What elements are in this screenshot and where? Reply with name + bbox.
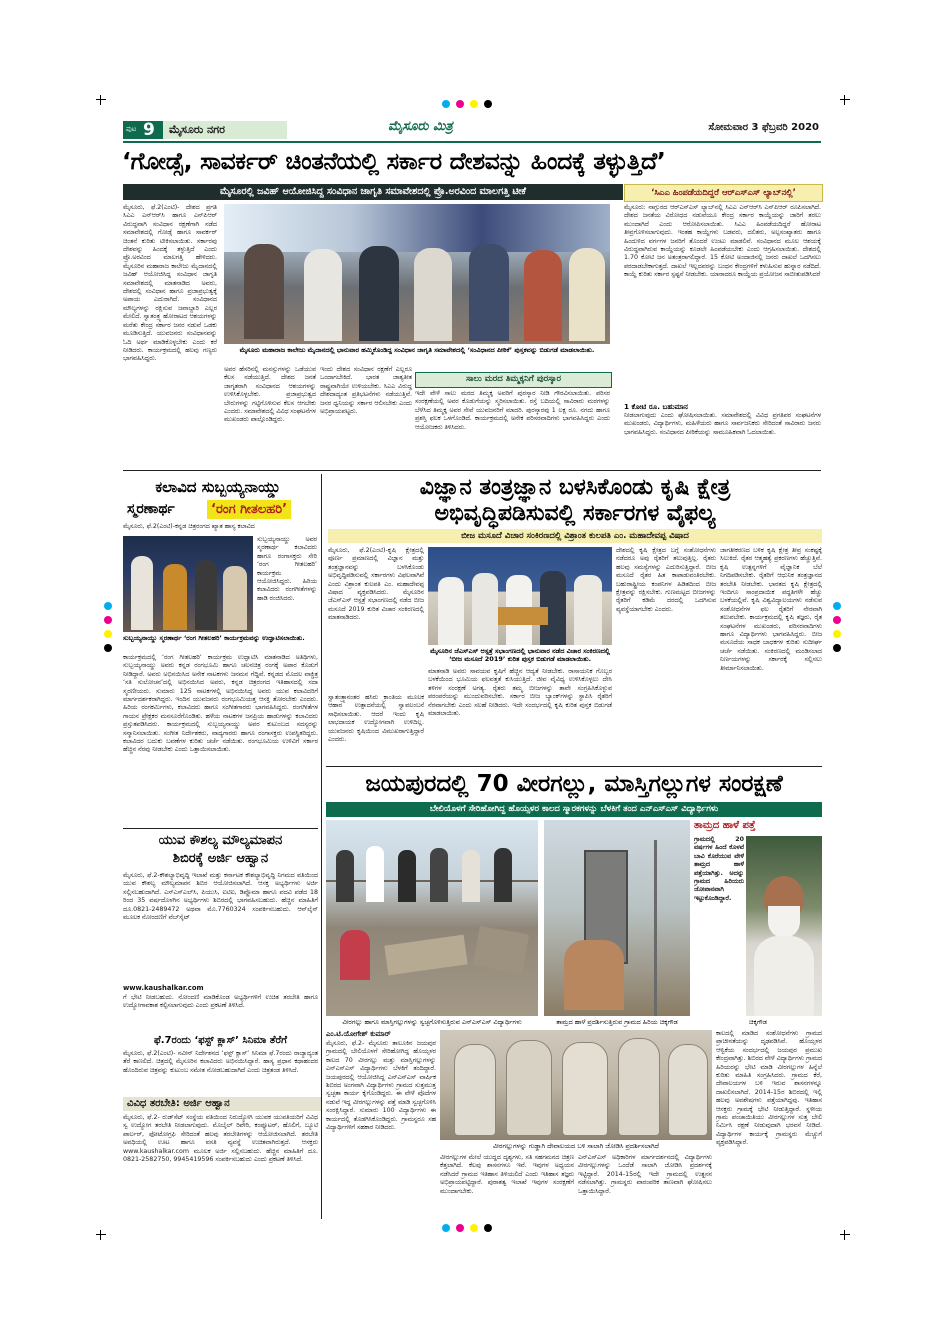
artist-body-side: ಸುಬ್ಬಯ್ಯನಾಯ್ಡು ಅವರ ಸ್ಮರಣಾರ್ಥ ಕಲಾವಿದರು ಹಾಗೂ ರಂಗಾಸಕ್ತರು ಸೇರಿ ‘ರಂಗ ಗೀತಲಹರಿ’ ಕಾರ್ಯಕ್ರಮ ಆಯೋಜಿಸಿದ್ದರು. ಹಿರಿಯ ಕಲಾವಿದರು ರಂಗಗೀತೆಗಳನ್ನು ಹಾಡಿ ರಂಜಿಸಿದರು.: [257, 536, 317, 602]
heritage-subhead: ಬೇಲಿಯೊಳಗೆ ಸೇರಿಹೋಗಿದ್ದ ಹೊಯ್ಸಳರ ಕಾಲದ ಸ್ಮಾರಕಗಳನ್ನು ಬೆಳಕಿಗೆ ತಂದ ಎನ್‌ಎಸ್‌ಎಸ್ ವಿದ್ಯಾರ್ಥಿಗಳು: [326, 802, 822, 817]
divider: [326, 766, 822, 767]
science-headline-2: ಅಭಿವೃದ್ಧಿಪಡಿಸುವಲ್ಲಿ ಸರ್ಕಾರಗಳ ವೈಫಲ್ಯ: [434, 501, 716, 526]
sidebar-body: ಮೈಸೂರು: ನಾಗ್ಪುರದ ಆರ್‌ಎಸ್‌ಎಸ್ ಲ್ಯಾಬ್‌ನಲ್ಲಿ ಸಿಎಎ ಎನ್‌ಆರ್‌ಸಿ ಎನ್‌ಪಿಆರ್ ರೂಪಿಸಲಾಗಿದೆ. ದೇಶದ ಜನತೆಯ ವಿರೋಧದ ನಡುವೆಯೂ ಕೇಂದ್ರ ಸರ್ಕಾರ ಕಾಯ್ದೆಯನ್ನು ಜಾರಿಗೆ ತರಲು ಮುಂದಾಗಿದೆ ಎಂದು ಆರೋಪಿಸಲಾಯಿತು. ಸಿಎಎ ಹಿಂಪಡೆಯದಿದ್ದರೆ ಹೋರಾಟ ತೀವ್ರಗೊಳಿಸಲಾಗುವುದು. ಇಂತಹ ಕಾಯ್ದೆಗಳು ಬಡವರು, ದಲಿತರು, ಅಲ್ಪಸಂಖ್ಯಾತರು ಹಾಗೂ ಹಿಂದುಳಿದ ವರ್ಗಗಳ ಜನರಿಗೆ ತೊಂದರೆ ಉಂಟು ಮಾಡಲಿವೆ. ಸಂವಿಧಾನದ ಮೂಲ ಆಶಯಕ್ಕೆ ವಿರುದ್ಧವಾಗಿರುವ ಕಾಯ್ದೆಯನ್ನು ಕೂಡಲೇ ಹಿಂಪಡೆಯಬೇಕು ಎಂದು ಆಗ್ರಹಿಸಲಾಯಿತು. ದೇಶದಲ್ಲಿ 1.70 ಕೋಟಿ ಜನ ಅತಂತ್ರರಾಗಲಿದ್ದಾರೆ. 15 ಕೋಟಿ ಅಂದಾಜಿನಲ್ಲಿ ಜನರು ದಾಖಲೆ ಒದಗಿಸಲು ಪರದಾಡಬೇಕಾಗುತ್ತದೆ. ದಾಖಲೆ ಇಲ್ಲದವರನ್ನು ಬಂಧನ ಕೇಂದ್ರಗಳಿಗೆ ಕಳುಹಿಸುವ ಹುನ್ನಾರ ನಡೆದಿದೆ. ಕಾಯ್ದೆ ಕುರಿತು ಸರ್ಕಾರ ಸ್ಪಷ್ಟನೆ ನೀಡಬೇಕು. ಯಾರಾದರೂ ಕಾಯ್ದೆಯ ಪ್ರಯೋಜನ ಸಾಬೀತುಪಡಿಸಿದರೆ: [624, 204, 821, 279]
lead-photo: [224, 204, 610, 344]
artist-photo: [123, 536, 253, 632]
science-photo-caption: ಮೈಸೂರಿನ ಜೆಎಸ್‌ಎಸ್ ಆಸ್ಪತ್ರೆ ಸಭಾಂಗಣದಲ್ಲಿ ಭಾನುವಾರ ನಡೆದ ವಿಚಾರ ಸಂಕಿರಣದಲ್ಲಿ ‘ಬೀಜ ಮಸೂದೆ 2019’ ಕುರಿತ ಪುಸ್ತಕ ಬಿಡುಗಡೆ ಮಾಡಲಾಯಿತು.: [430, 647, 610, 663]
science-body-col1: ಮೈಸೂರು, ಫೆ.2(ಎಂಟಿ)-ಕೃಷಿ ಕ್ಷೇತ್ರದಲ್ಲಿ ಪೂರ್ಣ ಪ್ರಮಾಣದಲ್ಲಿ ವಿಜ್ಞಾನ ಮತ್ತು ತಂತ್ರಜ್ಞಾನವನ್ನು ಬಳಸಿಕೊಂಡು ಅಭಿವೃದ್ಧಿಪಡಿಸುವಲ್ಲಿ ಸರ್ಕಾರಗಳು ವಿಫಲವಾಗಿವೆ ಎಂದು ವಿಶ್ರಾಂತ ಕುಲಪತಿ ಎಂ. ಮಹಾದೇವಪ್ಪ ವಿಷಾದ ವ್ಯಕ್ತಪಡಿಸಿದರು. ಮೈಸೂರಿನ ಜೆಎಸ್‌ಎಸ್ ಆಸ್ಪತ್ರೆ ಸಭಾಂಗಣದಲ್ಲಿ ನಡೆದ ಬೀಜ ಮಸೂದೆ 2019 ಕುರಿತ ವಿಚಾರ ಸಂಕಿರಣದಲ್ಲಿ ಮಾತನಾಡಿದರು.: [328, 547, 424, 622]
heritage-headline: ಜಯಪುರದಲ್ಲಿ 70 ವೀರಗಲ್ಲು, ಮಾಸ್ತಿಗಲ್ಲುಗಳ ಸಂರಕ್ಷಣೆ: [365, 771, 783, 797]
registration-mark: [840, 95, 850, 105]
page-label: ಪುಟ: [126, 125, 137, 133]
paper-logo: ಮೈಸೂರು ಮಿತ್ರ: [388, 119, 453, 134]
heritage-reporter: ಎಂ.ಟಿ.ಯೋಗೇಶ್ ಕುಮಾರ್: [326, 1030, 391, 1038]
spacer: [614, 204, 618, 205]
registration-mark: [96, 1230, 106, 1240]
artist-headline: ಕಲಾವಿದ ಸುಬ್ಬಯ್ಯನಾಯ್ಡು: [155, 478, 281, 496]
lead-headline: ‘ಗೋಡ್ಸೆ, ಸಾವರ್ಕರ್ ಚಿಂತನೆಯಲ್ಲಿ ಸರ್ಕಾರ ದೇಶವನ್ನು ಹಿಂದಕ್ಕೆ ತಳ್ಳುತ್ತಿದೆ’: [122, 147, 666, 175]
heritage-photo-copper-plate: [544, 820, 690, 1016]
color-bar: [442, 1224, 492, 1232]
heritage-photo-hero-stones: [440, 1030, 712, 1140]
various-body: ಮೈಸೂರು, ಫೆ.2- ರುಡ್‌ಸೆಟ್ ಸಂಸ್ಥೆಯ ವತಿಯಿಂದ ನಿರುದ್ಯೋಗಿ ಯುವಕ ಯುವತಿಯರಿಗೆ ವಿವಿಧ ಸ್ವ ಉದ್ಯೋಗ ತರಬೇತಿ ನೀಡಲಾಗುವುದು. ಮೊಬೈಲ್ ರಿಪೇರಿ, ಕಂಪ್ಯೂಟರ್, ಹೊಲಿಗೆ, ಬ್ಯೂಟಿ ಪಾರ್ಲರ್, ಫೋಟೋಗ್ರಫಿ ಸೇರಿದಂತೆ ಹಲವು ತರಬೇತಿಗಳನ್ನು ಆಯೋಜಿಸಲಾಗಿದೆ. ತರಬೇತಿ ಅವಧಿಯಲ್ಲಿ ಊಟ ಹಾಗೂ ವಸತಿ ವ್ಯವಸ್ಥೆ ಉಚಿತವಾಗಿರುತ್ತದೆ. ಆಸಕ್ತರು www.kaushalkar.com ಮೂಲಕ ಅರ್ಜಿ ಸಲ್ಲಿಸಬಹುದು. ಹೆಚ್ಚಿನ ಮಾಹಿತಿಗೆ ದೂ. 0821-2582750, 9945419596 ಸಂಪರ್ಕಿಸಬಹುದು ಎಂದು ಪ್ರಕಟಣೆ ತಿಳಿಸಿದೆ.: [123, 1114, 318, 1164]
section-divider: [123, 470, 821, 471]
section-name: ಮೈಸೂರು ನಗರ: [163, 121, 287, 139]
column-rule: [321, 474, 322, 1219]
heritage-photo-students: [326, 820, 538, 1016]
artist-photo-caption: ಸುಬ್ಬಯ್ಯನಾಯ್ಡು ಸ್ಮರಣಾರ್ಥ ‘ರಂಗ ಗೀತಲಹರಿ’ ಕಾರ್ಯಕ್ರಮವನ್ನು ಉದ್ಘಾಟಿಸಲಾಯಿತು.: [123, 634, 305, 642]
training-body-2: ಗೆ ಭೇಟಿ ನೀಡಬಹುದು. ನೋಂದಣಿ ಮಾಡಿಕೊಂಡ ಅಭ್ಯರ್ಥಿಗಳಿಗೆ ಉಚಿತ ತರಬೇತಿ ಹಾಗೂ ಉದ್ಯೋಗಾವಕಾಶ ಕಲ್ಪಿಸಲಾಗುವುದು ಎಂದು ಪ್ರಕಟಣೆ ತಿಳಿಸಿದೆ.: [123, 994, 318, 1010]
masthead: [123, 119, 821, 143]
science-headline-1: ವಿಜ್ಞಾನ ತಂತ್ರಜ್ಞಾನ ಬಳಸಿಕೊಂಡು ಕೃಷಿ ಕ್ಷೇತ್ರ: [419, 475, 731, 500]
award-box-body: ಇದೇ ವೇಳೆ ಸಾಲು ಮರದ ತಿಮ್ಮಕ್ಕ ಅವರಿಗೆ ಪುರಸ್ಕಾರ ನೀಡಿ ಗೌರವಿಸಲಾಯಿತು. ಪರಿಸರ ಸಂರಕ್ಷಣೆಯಲ್ಲಿ ಅವರ ಕೊಡುಗೆಯನ್ನು ಸ್ಮರಿಸಲಾಯಿತು. ರಸ್ತೆ ಬದಿಯಲ್ಲಿ ಸಾವಿರಾರು ಮರಗಳನ್ನು ಬೆಳೆಸಿದ ತಿಮ್ಮಕ್ಕ ಅವರ ಸೇವೆ ಯುವಜನರಿಗೆ ಮಾದರಿ. ಪುರಸ್ಕಾರವು 1 ಲಕ್ಷ ರೂ. ನಗದು ಹಾಗೂ ಪ್ರಶಸ್ತಿ ಫಲಕ ಒಳಗೊಂಡಿದೆ. ಕಾರ್ಯಕ್ರಮದಲ್ಲಿ ಅನೇಕ ಪರಿಸರವಾದಿಗಳು ಭಾಗವಹಿಸಿದ್ದರು ಎಂದು ಆಯೋಜಕರು ತಿಳಿಸಿದರು.: [415, 390, 610, 431]
heritage-body-col3: ಎನ್‌ಎಸ್‌ಎಸ್ ಅಧಿಕಾರಿಗಳ ಮಾರ್ಗದರ್ಶನದಲ್ಲಿ ವಿದ್ಯಾರ್ಥಿಗಳು ವೀರಗಲ್ಲುಗಳನ್ನು ಒಂದೆಡೆ ಸಾಲಾಗಿ ಜೋಡಿಸಿ ಪ್ರದರ್ಶನಕ್ಕೆ ಇಟ್ಟಿದ್ದಾರೆ. 2014-15ರಲ್ಲಿ ಇದೇ ಗ್ರಾಮದಲ್ಲಿ ಉತ್ಖನನ ನಡೆಸಲಾಗಿತ್ತು. ಗ್ರಾಮಸ್ಥರು ಪಾರಂಪರಿಕ ತಾಣವಾಗಿ ಘೋಷಿಸಲು ಒತ್ತಾಯಿಸಿದ್ದಾರೆ.: [578, 1154, 712, 1195]
registration-mark: [840, 1230, 850, 1240]
heritage-sidebar-title: ತಾಮ್ರದ ಹಾಳೆ ಪತ್ತೆ: [694, 820, 756, 831]
training-headline-2: ಶಿಬಿರಕ್ಕೆ ಅರ್ಜಿ ಆಹ್ವಾನ: [172, 851, 269, 866]
heritage-caption-3: ವೀರಗಲ್ಲುಗಳನ್ನು ಗುಡ್ಡಾಗಿ ದೇವಾಲಯದ ಬಳಿ ಸಾಲಾಗಿ ಜೋಡಿಸಿ ಪ್ರದರ್ಶಿಸಲಾಗಿದೆ: [492, 1142, 660, 1150]
artist-headline-2: ಸ್ಮರಣಾರ್ಥ: [127, 501, 175, 517]
heritage-body-col4: ಕಾಲದಲ್ಲಿ ಮಾಡಿದ ಸಂಶೋಧನೆಗಳು ಗ್ರಾಮದ ಪ್ರಾಚೀನತೆಯನ್ನು ದೃಢಪಡಿಸಿವೆ. ಹೊಯ್ಸಳರ ಆಳ್ವಿಕೆಯ ಸಂದರ್ಭದಲ್ಲಿ ಜಯಪುರ ಪ್ರಮುಖ ಕೇಂದ್ರವಾಗಿತ್ತು. ಶಿಬಿರದ ವೇಳೆ ವಿದ್ಯಾರ್ಥಿಗಳು ಗ್ರಾಮದ ಹಿರಿಯರನ್ನು ಭೇಟಿ ಮಾಡಿ ವೀರಗಲ್ಲುಗಳ ಹಿನ್ನೆಲೆ ಕುರಿತು ಮಾಹಿತಿ ಸಂಗ್ರಹಿಸಿದರು. ಗ್ರಾಮದ ಕೆರೆ, ದೇವಾಲಯಗಳ ಬಳಿ ಇರುವ ಶಾಸನಗಳನ್ನೂ ದಾಖಲಿಸಲಾಗಿದೆ. 2014-15ರ ಶಿಬಿರದಲ್ಲಿ ಇಲ್ಲಿ ಹಲವು ಅವಶೇಷಗಳು ಪತ್ತೆಯಾಗಿದ್ದವು. ಇತಿಹಾಸ ಆಸಕ್ತರು ಗ್ರಾಮಕ್ಕೆ ಭೇಟಿ ನೀಡುತ್ತಿದ್ದಾರೆ. ಸ್ಥಳೀಯ ಗ್ರಾಮ ಪಂಚಾಯಿತಿಯು ವೀರಗಲ್ಲುಗಳ ಸುತ್ತ ಬೇಲಿ ನಿರ್ಮಿಸಿ ರಕ್ಷಣೆ ನೀಡುವುದಾಗಿ ಭರವಸೆ ನೀಡಿದೆ. ವಿದ್ಯಾರ್ಥಿಗಳ ಕಾರ್ಯಕ್ಕೆ ಗ್ರಾಮಸ್ಥರು ಮೆಚ್ಚುಗೆ ವ್ಯಕ್ತಪಡಿಸಿದ್ದಾರೆ.: [716, 1030, 822, 1147]
film-body: ಮೈಸೂರು, ಫೆ.2(ಎಂಟಿ)- ನವೀನ್ ನಿರ್ದೇಶನದ ‘ಫಸ್ಟ್ ಕ್ಲಾಸ್’ ಸಿನಿಮಾ ಫೆ.7ರಂದು ರಾಜ್ಯಾದ್ಯಂತ ತೆರೆ ಕಾಣಲಿದೆ. ಚಿತ್ರದಲ್ಲಿ ಮೈಸೂರಿನ ಕಲಾವಿದರು ಅಭಿನಯಿಸಿದ್ದಾರೆ. ಹಾಸ್ಯ ಪ್ರಧಾನ ಕಥಾಹಂದರ ಹೊಂದಿರುವ ಚಿತ್ರವನ್ನು ಕುಟುಂಬ ಸಮೇತ ನೋಡಬಹುದಾಗಿದೆ ಎಂದು ಚಿತ್ರತಂಡ ತಿಳಿಸಿದೆ.: [123, 1050, 318, 1074]
page-number: 9: [143, 120, 155, 140]
science-body-col2b: ಮಾತನಾಡಿ ಅವರು ಸಾವಯವ ಕೃಷಿಗೆ ಹೆಚ್ಚಿನ ಆದ್ಯತೆ ನೀಡಬೇಕು. ರಾಸಾಯನಿಕ ಗೊಬ್ಬರ ಬಳಕೆಯಿಂದ ಭೂಮಿಯ ಫಲವತ್ತತೆ ಕುಸಿಯುತ್ತಿದೆ. ಜೀವ ವೈವಿಧ್ಯ ಉಳಿಸಿಕೊಳ್ಳಲು ದೇಸಿ ತಳಿಗಳ ಸಂರಕ್ಷಣೆ ಅಗತ್ಯ. ರೈತರು ತಮ್ಮ ಬೀಜಗಳನ್ನು ತಾವೇ ಸಂಗ್ರಹಿಸಿಕೊಳ್ಳುವ ಪರಂಪರೆಯನ್ನು ಮುಂದುವರಿಸಬೇಕು. ಸರ್ಕಾರ ಬೀಜ ಬ್ಯಾಂಕ್‌ಗಳನ್ನು ಸ್ಥಾಪಿಸಿ ರೈತರಿಗೆ ನೆರವಾಗಬೇಕು ಎಂದು ಸಲಹೆ ನೀಡಿದರು. ಇದೇ ಸಂದರ್ಭದಲ್ಲಿ ಕೃಷಿ ಕುರಿತ ಪುಸ್ತಕ ಬಿಡುಗಡೆ ಮಾಡಲಾಯಿತು.: [428, 668, 612, 718]
science-body-col4: ಜಾಗತೀಕರಣದ ಬಳಿಕ ಕೃಷಿ ಕ್ಷೇತ್ರ ತೀವ್ರ ಸಂಕಷ್ಟಕ್ಕೆ ಸಿಲುಕಿದೆ. ರೈತರ ಆತ್ಮಹತ್ಯೆ ಪ್ರಕರಣಗಳು ಹೆಚ್ಚುತ್ತಿವೆ. ಕೃಷಿ ಉತ್ಪನ್ನಗಳಿಗೆ ವೈಜ್ಞಾನಿಕ ಬೆಲೆ ನಿಗದಿಪಡಿಸಬೇಕು. ರೈತರಿಗೆ ಆಧುನಿಕ ತಂತ್ರಜ್ಞಾನದ ತರಬೇತಿ ನೀಡಬೇಕು. ಭಾರತದ ಕೃಷಿ ಕ್ಷೇತ್ರದಲ್ಲಿ ಇಂದಿಗೂ ಸಾಂಪ್ರದಾಯಿಕ ಪದ್ಧತಿಗಳೇ ಹೆಚ್ಚು ಬಳಕೆಯಲ್ಲಿವೆ. ಕೃಷಿ ವಿಶ್ವವಿದ್ಯಾಲಯಗಳು ನಡೆಸುವ ಸಂಶೋಧನೆಗಳ ಫಲ ರೈತರಿಗೆ ನೇರವಾಗಿ ತಲುಪಬೇಕು. ಕಾರ್ಯಕ್ರಮದಲ್ಲಿ ಕೃಷಿ ತಜ್ಞರು, ರೈತ ಸಂಘಟನೆಗಳ ಮುಖಂಡರು, ಪರಿಸರವಾದಿಗಳು ಹಾಗೂ ವಿದ್ಯಾರ್ಥಿಗಳು ಭಾಗವಹಿಸಿದ್ದರು. ಬೀಜ ಮಸೂದೆಯ ಸಾಧಕ ಬಾಧಕಗಳ ಕುರಿತು ಸುದೀರ್ಘ ಚರ್ಚೆ ನಡೆಯಿತು. ಸಂಕಿರಣದಲ್ಲಿ ಮಂಡಿಸಲಾದ ನಿರ್ಣಯಗಳನ್ನು ಸರ್ಕಾರಕ್ಕೆ ಸಲ್ಲಿಸಲು ತೀರ್ಮಾನಿಸಲಾಯಿತು.: [720, 547, 822, 672]
artist-dateline: ಮೈಸೂರು, ಫೆ.2(ಎಂಟಿ)-ಕನ್ನಡ ಚಿತ್ರರಂಗದ ಖ್ಯಾತ ಹಾಸ್ಯ ಕಲಾವಿದ: [123, 523, 255, 530]
training-headline-1: ಯುವ ಕೌಶಲ್ಯ ಮೌಲ್ಯಮಾಪನ: [158, 833, 283, 848]
science-subhead: ಬೀಜ ಮಸೂದೆ ವಿಚಾರ ಸಂಕಿರಣದಲ್ಲಿ ವಿಶ್ರಾಂತ ಕುಲಪತಿ ಎಂ. ಮಹಾದೇವಪ್ಪ ವಿಷಾದ: [328, 529, 822, 543]
sidebar-body-2: ನೀಡಲಾಗುವುದು ಎಂದು ಘೋಷಿಸಲಾಯಿತು. ಸಮಾವೇಶದಲ್ಲಿ ವಿವಿಧ ಪ್ರಗತಿಪರ ಸಂಘಟನೆಗಳ ಮುಖಂಡರು, ವಿದ್ಯಾರ್ಥಿಗಳು, ಮಹಿಳೆಯರು ಹಾಗೂ ಸಾರ್ವಜನಿಕರು ಸೇರಿದಂತೆ ಸಾವಿರಾರು ಜನರು ಭಾಗವಹಿಸಿದ್ದರು. ಸಂವಿಧಾನದ ಪೀಠಿಕೆಯನ್ನು ಸಾಮೂಹಿಕವಾಗಿ ಓದಲಾಯಿತು.: [624, 412, 821, 436]
lead-subhead: ಮೈಸೂರಲ್ಲಿ ಜವಿಹ್ ಆಯೋಜಿಸಿದ್ದ ಸಂವಿಧಾನ ಜಾಗೃತಿ ಸಮಾವೇಶದಲ್ಲಿ ಪ್ರೊ.ಅರವಿಂದ ಮಾಲಗತ್ತಿ ಟೀಕೆ: [123, 184, 623, 200]
page-number-badge: [123, 121, 163, 139]
science-photo: [428, 547, 612, 645]
award-box-title: ಸಾಲು ಮರದ ತಿಮ್ಮಕ್ಕನಿಗೆ ಪುರಸ್ಕಾರ: [415, 372, 612, 388]
training-body: ಮೈಸೂರು, ಫೆ.2-ಕೌಶಲ್ಯಾಭಿವೃದ್ಧಿ ಇಲಾಖೆ ಮತ್ತು ಕರ್ನಾಟಕ ಕೌಶಲ್ಯಾಭಿವೃದ್ಧಿ ನಿಗಮದ ವತಿಯಿಂದ ಯುವ ಕೌಶಲ್ಯ ಮೌಲ್ಯಮಾಪನ ಶಿಬಿರ ಆಯೋಜಿಸಲಾಗಿದೆ. ಆಸಕ್ತ ಅಭ್ಯರ್ಥಿಗಳು ಅರ್ಜಿ ಸಲ್ಲಿಸಬಹುದಾಗಿದೆ. ಎಸ್‌ಎಸ್‌ಎಲ್‌ಸಿ, ಪಿಯುಸಿ, ಐಟಿಐ, ಡಿಪ್ಲೊಮಾ ಹಾಗೂ ಪದವಿ ಪಡೆದ 18 ರಿಂದ 35 ವರ್ಷದೊಳಗಿನ ಅಭ್ಯರ್ಥಿಗಳು ಶಿಬಿರದಲ್ಲಿ ಭಾಗವಹಿಸಬಹುದು. ಹೆಚ್ಚಿನ ಮಾಹಿತಿಗೆ ದೂ.0821-2489472 ಅಥವಾ ಮೊ.7760324 ಸಂಪರ್ಕಿಸಬಹುದು. ಆನ್‌ಲೈನ್ ಮೂಲಕ ನೋಂದಣಿಗೆ ವೆಬ್‌ಸೈಟ್: [123, 872, 318, 922]
lead-body-col1: ಮೈಸೂರು, ಫೆ.2(ಎಂಟಿ)- ದೇಶದ ಪ್ರಗತಿ ಸಿಎಎ ಎನ್‌ಆರ್‌ಸಿ ಹಾಗೂ ಎನ್‌ಪಿಆರ್ ವಿರುದ್ಧವಾಗಿ ಸಂವಿಧಾನ ರಕ್ಷಣೆಗಾಗಿ ನಡೆದ ಸಮಾವೇಶದಲ್ಲಿ ಗೋಡ್ಸೆ ಹಾಗೂ ಸಾವರ್ಕರ್ ಚಿಂತನೆ ಕುರಿತು ಟೀಕಿಸಲಾಯಿತು. ಸರ್ಕಾರವು ದೇಶವನ್ನು ಹಿಂದಕ್ಕೆ ತಳ್ಳುತ್ತಿದೆ ಎಂದು ಪ್ರೊ.ಅರವಿಂದ ಮಾಲಗತ್ತಿ ಹೇಳಿದರು. ಮೈಸೂರಿನ ಮಹಾರಾಜ ಕಾಲೇಜು ಮೈದಾನದಲ್ಲಿ ಜವಿಹ್ ಆಯೋಜಿಸಿದ್ದ ಸಂವಿಧಾನ ಜಾಗೃತಿ ಸಮಾವೇಶದಲ್ಲಿ ಮಾತನಾಡಿದ ಅವರು, ದೇಶದಲ್ಲಿ ಸಂವಿಧಾನ ಹಾಗೂ ಪ್ರಜಾಪ್ರಭುತ್ವಕ್ಕೆ ಅಪಾಯ ಎದುರಾಗಿದೆ. ಸಂವಿಧಾನದ ಮೌಲ್ಯಗಳನ್ನು ರಕ್ಷಿಸುವ ಜವಾಬ್ದಾರಿ ಎಲ್ಲರ ಮೇಲಿದೆ. ಸ್ವಾತಂತ್ರ್ಯ ಹೋರಾಟದ ಆಶಯಗಳನ್ನು ಮರೆತು ಕೇಂದ್ರ ಸರ್ಕಾರ ಜನರ ನಡುವೆ ಒಡಕು ಮೂಡಿಸುತ್ತಿದೆ. ಯುವಜನರು ಸಂವಿಧಾನವನ್ನು ಓದಿ ಅರ್ಥ ಮಾಡಿಕೊಳ್ಳಬೇಕು ಎಂದು ಕರೆ ನೀಡಿದರು. ಕಾರ್ಯಕ್ರಮದಲ್ಲಿ ಹಲವು ಗಣ್ಯರು ಭಾಗವಹಿಸಿದ್ದರು.: [123, 204, 217, 363]
sidebar-note: 1 ಕೋಟಿ ರೂ. ಬಹುಮಾನ: [624, 402, 688, 411]
heritage-body-col2: ವೀರಗಲ್ಲುಗಳ ಮೇಲೆ ಯುದ್ಧದ ದೃಶ್ಯಗಳು, ಸತಿ ಸಹಗಮನದ ಚಿತ್ರಣ ಕೆತ್ತಲಾಗಿದೆ. ಕೆಲವು ಶಾಸನಗಳೂ ಇವೆ. ಇವುಗಳ ಅಧ್ಯಯನ ನಡೆಸಿದರೆ ಗ್ರಾಮದ ಇತಿಹಾಸ ತಿಳಿಯಲಿದೆ ಎಂದು ಇತಿಹಾಸ ತಜ್ಞರು ಅಭಿಪ್ರಾಯಪಟ್ಟಿದ್ದಾರೆ. ಪುರಾತತ್ವ ಇಲಾಖೆ ಇವುಗಳ ಸಂರಕ್ಷಣೆಗೆ ಮುಂದಾಗಬೇಕು.: [440, 1154, 574, 1195]
lead-body-col3: ಇಂದು ದೇಶದ ಸಂವಿಧಾನ ರಕ್ಷಣೆಗೆ ಎಲ್ಲರೂ ಒಂದಾಗಬೇಕಿದೆ. ಭಾರತ ಜಾತ್ಯತೀತ ರಾಷ್ಟ್ರವಾಗಿಯೇ ಉಳಿಯಬೇಕು. ಸಿಎಎ ವಿರುದ್ಧ ದೇಶದಾದ್ಯಂತ ಪ್ರತಿಭಟನೆಗಳು ನಡೆಯುತ್ತಿವೆ. ಜನರ ಧ್ವನಿಯನ್ನು ಸರ್ಕಾರ ಆಲಿಸಬೇಕು ಎಂದು ಅಭಿಪ್ರಾಯಪಟ್ಟರು.: [320, 366, 412, 416]
science-body-col3: ದೇಶದಲ್ಲಿ ಕೃಷಿ ಕ್ಷೇತ್ರದ ಬಗ್ಗೆ ಸಂಶೋಧನೆಗಳು ನಡೆದರೂ ಅವು ರೈತರಿಗೆ ತಲುಪುತ್ತಿಲ್ಲ. ರೈತರು ಹಲವು ಸಮಸ್ಯೆಗಳನ್ನು ಎದುರಿಸುತ್ತಿದ್ದಾರೆ. ಬೀಜ ಮಸೂದೆ ರೈತರ ಹಿತ ಕಾಪಾಡುವಂತಿರಬೇಕು. ಬಹುರಾಷ್ಟ್ರೀಯ ಕಂಪನಿಗಳ ಹಿಡಿತದಿಂದ ಬೀಜ ಕ್ಷೇತ್ರವನ್ನು ರಕ್ಷಿಸಬೇಕು. ಗುಣಮಟ್ಟದ ಬೀಜಗಳನ್ನು ರೈತರಿಗೆ ಕಡಿಮೆ ದರದಲ್ಲಿ ಒದಗಿಸುವ ವ್ಯವಸ್ಥೆಯಾಗಬೇಕು ಎಂದರು.: [616, 547, 716, 613]
various-headline: ವಿವಿಧ ತರಬೇತಿ: ಅರ್ಜಿ ಆಹ್ವಾನ: [123, 1097, 322, 1111]
heritage-sidebar-body: ಗ್ರಾಮದಲ್ಲಿ 20 ವರ್ಷಗಳ ಹಿಂದೆ ಕೊಳವೆ ಬಾವಿ ಕೊರೆಯುವ ವೇಳೆ ತಾಮ್ರದ ಹಾಳೆ ಪತ್ತೆಯಾಗಿತ್ತು. ಅದನ್ನು ಗ್ರಾಮದ ಹಿರಿಯರು ಜೋಪಾನವಾಗಿ ಇಟ್ಟುಕೊಂಡಿದ್ದಾರೆ.: [694, 836, 744, 902]
heritage-photo-elder: [746, 836, 822, 1016]
heritage-caption-1: ವೀರಗಲ್ಲು ಹಾಗೂ ಮಾಸ್ತಿಗಲ್ಲುಗಳನ್ನು ಸ್ವಚ್ಛಗೊಳಿಸುತ್ತಿರುವ ಎನ್‌ಎಸ್‌ಎಸ್ ವಿದ್ಯಾರ್ಥಿಗಳು: [342, 1018, 522, 1026]
color-bar: [104, 602, 112, 652]
lead-photo-caption: ಮೈಸೂರು ಮಹಾರಾಜ ಕಾಲೇಜು ಮೈದಾನದಲ್ಲಿ ಭಾನುವಾರ ಹಮ್ಮಿಕೊಂಡಿದ್ದ ಸಂವಿಧಾನ ಜಾಗೃತಿ ಸಮಾವೇಶದಲ್ಲಿ ‘ಸಂವಿಧಾನದ ಪೀಠಿಕೆ’ ಪುಸ್ತಕವನ್ನು ಬಿಡುಗಡೆ ಮಾಡಲಾಯಿತು.: [239, 346, 595, 354]
artist-headline-row2: [123, 500, 318, 520]
artist-headline-highlight: ‘ರಂಗ ಗೀತಲಹರಿ’: [207, 500, 291, 519]
issue-date: ಸೋಮವಾರ 3 ಫೆಬ್ರವರಿ 2020: [708, 122, 819, 133]
lead-body-col2: ಅವರ ಹೆಸರಿನಲ್ಲಿ ಮನಸ್ಸುಗಳನ್ನು ಒಡೆಯುವ ಕೆಲಸ ನಡೆಯುತ್ತಿದೆ. ದೇಶದ ಜನತೆ ಜಾಗೃತರಾಗಿ ಸಂವಿಧಾನದ ಆಶಯಗಳನ್ನು ಉಳಿಸಿಕೊಳ್ಳಬೇಕು. ಪ್ರಜಾಪ್ರಭುತ್ವದ ಬೇರುಗಳನ್ನು ಗಟ್ಟಿಗೊಳಿಸುವ ಕೆಲಸ ಆಗಬೇಕು ಎಂದರು. ಸಮಾವೇಶದಲ್ಲಿ ವಿವಿಧ ಸಂಘಟನೆಗಳ ಮುಖಂಡರು ಪಾಲ್ಗೊಂಡಿದ್ದರು.: [224, 366, 316, 424]
heritage-caption-2: ತಾಮ್ರದ ಹಾಳೆ ಪ್ರದರ್ಶಿಸುತ್ತಿರುವ ಗ್ರಾಮದ ಹಿರಿಯ ಚಿಕ್ಕಗೌಡ: [556, 1018, 678, 1026]
artist-body: ಕಾರ್ಯಕ್ರಮದಲ್ಲಿ ‘ರಂಗ ಗೀತಲಹರಿ’ ಕಾರ್ಯಕ್ರಮ ಉದ್ಘಾಟಿಸಿ ಮಾತನಾಡಿದ ಅತಿಥಿಗಳು, ಸುಬ್ಬಯ್ಯನಾಯ್ಡು ಅವರು ಕನ್ನಡ ರಂಗಭೂಮಿ ಹಾಗೂ ಚಲನಚಿತ್ರ ರಂಗಕ್ಕೆ ಅಪಾರ ಕೊಡುಗೆ ನೀಡಿದ್ದಾರೆ. ಅವರು ಅಭಿನಯಿಸಿದ ಅನೇಕ ನಾಟಕಗಳು ಜನಮನ ಗೆದ್ದಿವೆ. ಕನ್ನಡದ ಮೊದಲ ವಾಕ್ಚಿತ್ರ ‘ಸತಿ ಸುಲೋಚನ’ದಲ್ಲಿ ಅಭಿನಯಿಸಿದ ಅವರು, ಕನ್ನಡ ಚಿತ್ರರಂಗದ ಇತಿಹಾಸದಲ್ಲಿ ಸದಾ ಸ್ಮರಣೀಯರು. ಸುಮಾರು 125 ನಾಟಕಗಳಲ್ಲಿ ಅಭಿನಯಿಸಿದ್ದ ಅವರು ಯುವ ಕಲಾವಿದರಿಗೆ ಮಾರ್ಗದರ್ಶಕರಾಗಿದ್ದರು. ಇಂದಿನ ಯುವಜನರು ರಂಗಭೂಮಿಯತ್ತ ಆಸಕ್ತಿ ತೋರಬೇಕು ಎಂದರು. ಹಿರಿಯ ರಂಗಕರ್ಮಿಗಳು, ಕಲಾವಿದರು ಹಾಗೂ ಸಂಗೀತಗಾರರು ಭಾಗವಹಿಸಿದ್ದರು. ರಂಗಗೀತೆಗಳ ಗಾಯನ ಪ್ರೇಕ್ಷಕರ ಮನಸೂರೆಗೊಂಡಿತು. ಹಳೆಯ ನಾಟಕಗಳ ಜನಪ್ರಿಯ ಹಾಡುಗಳನ್ನು ಕಲಾವಿದರು ಪ್ರಸ್ತುತಪಡಿಸಿದರು. ಕಾರ್ಯಕ್ರಮದಲ್ಲಿ ಸುಬ್ಬಯ್ಯನಾಯ್ಡು ಅವರ ಕುಟುಂಬದ ಸದಸ್ಯರನ್ನು ಸನ್ಮಾನಿಸಲಾಯಿತು. ಸಂಗೀತ ನಿರ್ದೇಶಕರು, ವಾದ್ಯಗಾರರು ಹಾಗೂ ರಂಗಾಸಕ್ತರು ಉಪಸ್ಥಿತರಿದ್ದರು. ಕಲಾವಿದರ ಬದುಕು ಬವಣೆಗಳ ಕುರಿತು ಚರ್ಚೆ ನಡೆಯಿತು. ರಂಗಭೂಮಿಯ ಉಳಿವಿಗೆ ಸರ್ಕಾರ ಹೆಚ್ಚಿನ ನೆರವು ನೀಡಬೇಕು ಎಂದು ಒತ್ತಾಯಿಸಲಾಯಿತು.: [123, 654, 318, 754]
heritage-caption-elder: ಚಿಕ್ಕಗೌಡ: [749, 1018, 767, 1026]
color-bar: [442, 100, 492, 108]
heritage-body-col1: ಮೈಸೂರು, ಫೆ.2- ಮೈಸೂರು ತಾಲೂಕಿನ ಜಯಪುರ ಗ್ರಾಮದಲ್ಲಿ ಬೇಲಿಯೊಳಗೆ ಸೇರಿಹೋಗಿದ್ದ ಹೊಯ್ಸಳರ ಕಾಲದ 70 ವೀರಗಲ್ಲು ಮತ್ತು ಮಾಸ್ತಿಗಲ್ಲುಗಳನ್ನು ಎನ್‌ಎಸ್‌ಎಸ್ ವಿದ್ಯಾರ್ಥಿಗಳು ಬೆಳಕಿಗೆ ತಂದಿದ್ದಾರೆ. ಜಯಪುರದಲ್ಲಿ ಆಯೋಜಿಸಿದ್ದ ಎನ್‌ಎಸ್‌ಎಸ್ ವಾರ್ಷಿಕ ಶಿಬಿರದ ಅಂಗವಾಗಿ ವಿದ್ಯಾರ್ಥಿಗಳು ಗ್ರಾಮದ ಸುತ್ತಮುತ್ತ ಸ್ವಚ್ಛತಾ ಕಾರ್ಯ ಕೈಗೊಂಡಿದ್ದರು. ಈ ವೇಳೆ ಪೊದೆಗಳ ನಡುವೆ ಇದ್ದ ವೀರಗಲ್ಲುಗಳನ್ನು ಪತ್ತೆ ಮಾಡಿ ಸ್ವಚ್ಛಗೊಳಿಸಿ ಸಂರಕ್ಷಿಸಿದ್ದಾರೆ. ಸುಮಾರು 100 ವಿದ್ಯಾರ್ಥಿಗಳು ಈ ಕಾರ್ಯದಲ್ಲಿ ತೊಡಗಿಸಿಕೊಂಡಿದ್ದರು. ಗ್ರಾಮಸ್ಥರೂ ಸಹ ವಿದ್ಯಾರ್ಥಿಗಳಿಗೆ ಸಹಕಾರ ನೀಡಿದರು.: [326, 1040, 436, 1132]
sidebar-headline: ‘ಸಿಎಎ ಹಿಂಪಡೆಯದಿದ್ದರೆ ಆರ್‌ಎಸ್‌ಎಸ್ ಲ್ಯಾಬ್‌ನಲ್ಲಿ’: [624, 184, 823, 202]
science-body-col1b: ಸ್ವಾತಂತ್ರ್ಯಾನಂತರ ಹಸಿರು ಕ್ರಾಂತಿಯ ಮೂಲಕ ಆಹಾರ ಉತ್ಪಾದನೆಯಲ್ಲಿ ಸ್ವಾವಲಂಬನೆ ಸಾಧಿಸಲಾಯಿತು. ಆದರೆ ಇಂದು ಕೃಷಿ ಲಾಭದಾಯಕ ಉದ್ಯೋಗವಾಗಿ ಉಳಿದಿಲ್ಲ. ಯುವಜನರು ಕೃಷಿಯಿಂದ ವಿಮುಖರಾಗುತ್ತಿದ್ದಾರೆ ಎಂದರು.: [328, 694, 424, 744]
color-bar: [833, 602, 841, 652]
registration-mark: [96, 95, 106, 105]
divider: [123, 828, 318, 829]
training-website-link[interactable]: www.kaushalkar.com: [123, 984, 204, 992]
film-headline: ಫೆ.7ರಂದು ‘ಫಸ್ಟ್ ಕ್ಲಾಸ್’ ಸಿನಿಮಾ ತೆರೆಗೆ: [153, 1035, 287, 1046]
